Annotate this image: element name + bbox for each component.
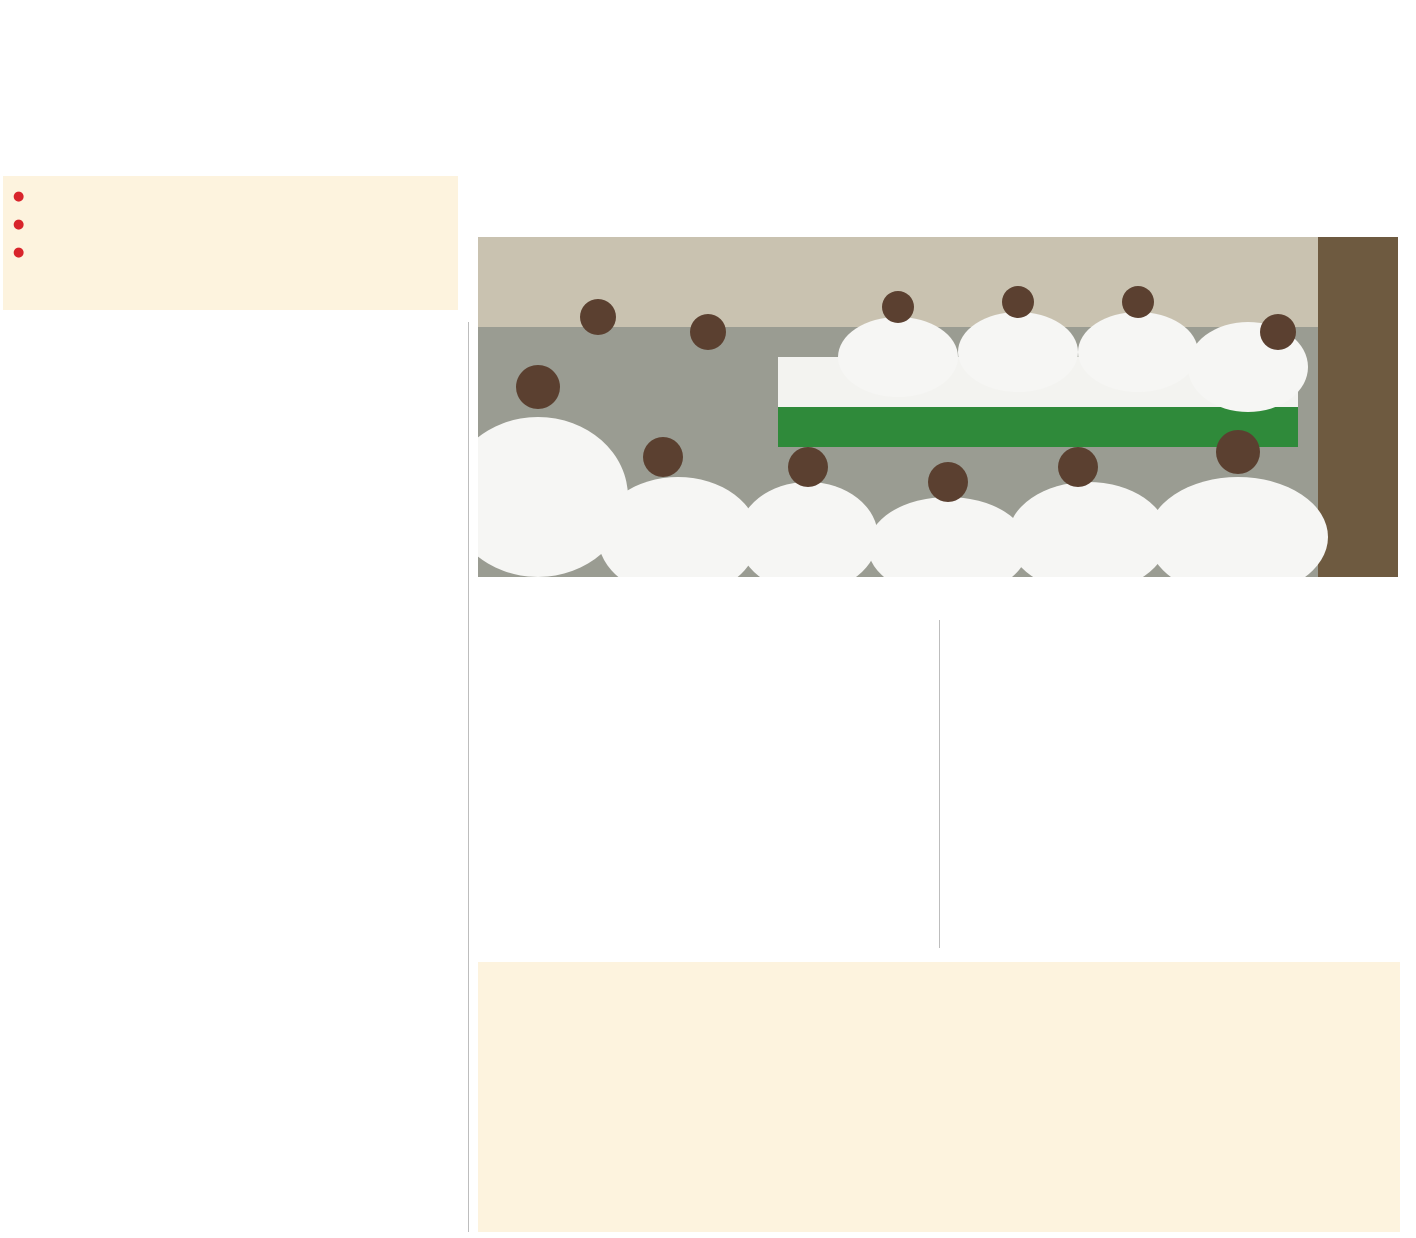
deck-box — [3, 176, 458, 310]
article-column-1 — [3, 322, 459, 1232]
column-divider — [939, 620, 940, 948]
deck-item — [13, 240, 450, 264]
column-divider — [468, 322, 469, 1232]
news-photo — [478, 237, 1398, 577]
article-column-2 — [478, 620, 928, 948]
sidebar-box — [478, 962, 1400, 1232]
bullet-icon: ● — [13, 189, 25, 204]
bullet-icon: ● — [13, 245, 25, 260]
photo-caption — [478, 584, 1398, 610]
bullet-icon: ● — [13, 217, 25, 232]
meeting-photo-illustration — [478, 237, 1398, 577]
sidebar-box-column-a — [486, 1012, 926, 1226]
deck-item — [13, 184, 450, 208]
sidebar-box-column-b — [950, 970, 1392, 1226]
deck-item — [13, 212, 450, 236]
article-column-3 — [950, 620, 1400, 948]
headline — [0, 0, 1416, 160]
kicker-headline — [477, 178, 1407, 230]
